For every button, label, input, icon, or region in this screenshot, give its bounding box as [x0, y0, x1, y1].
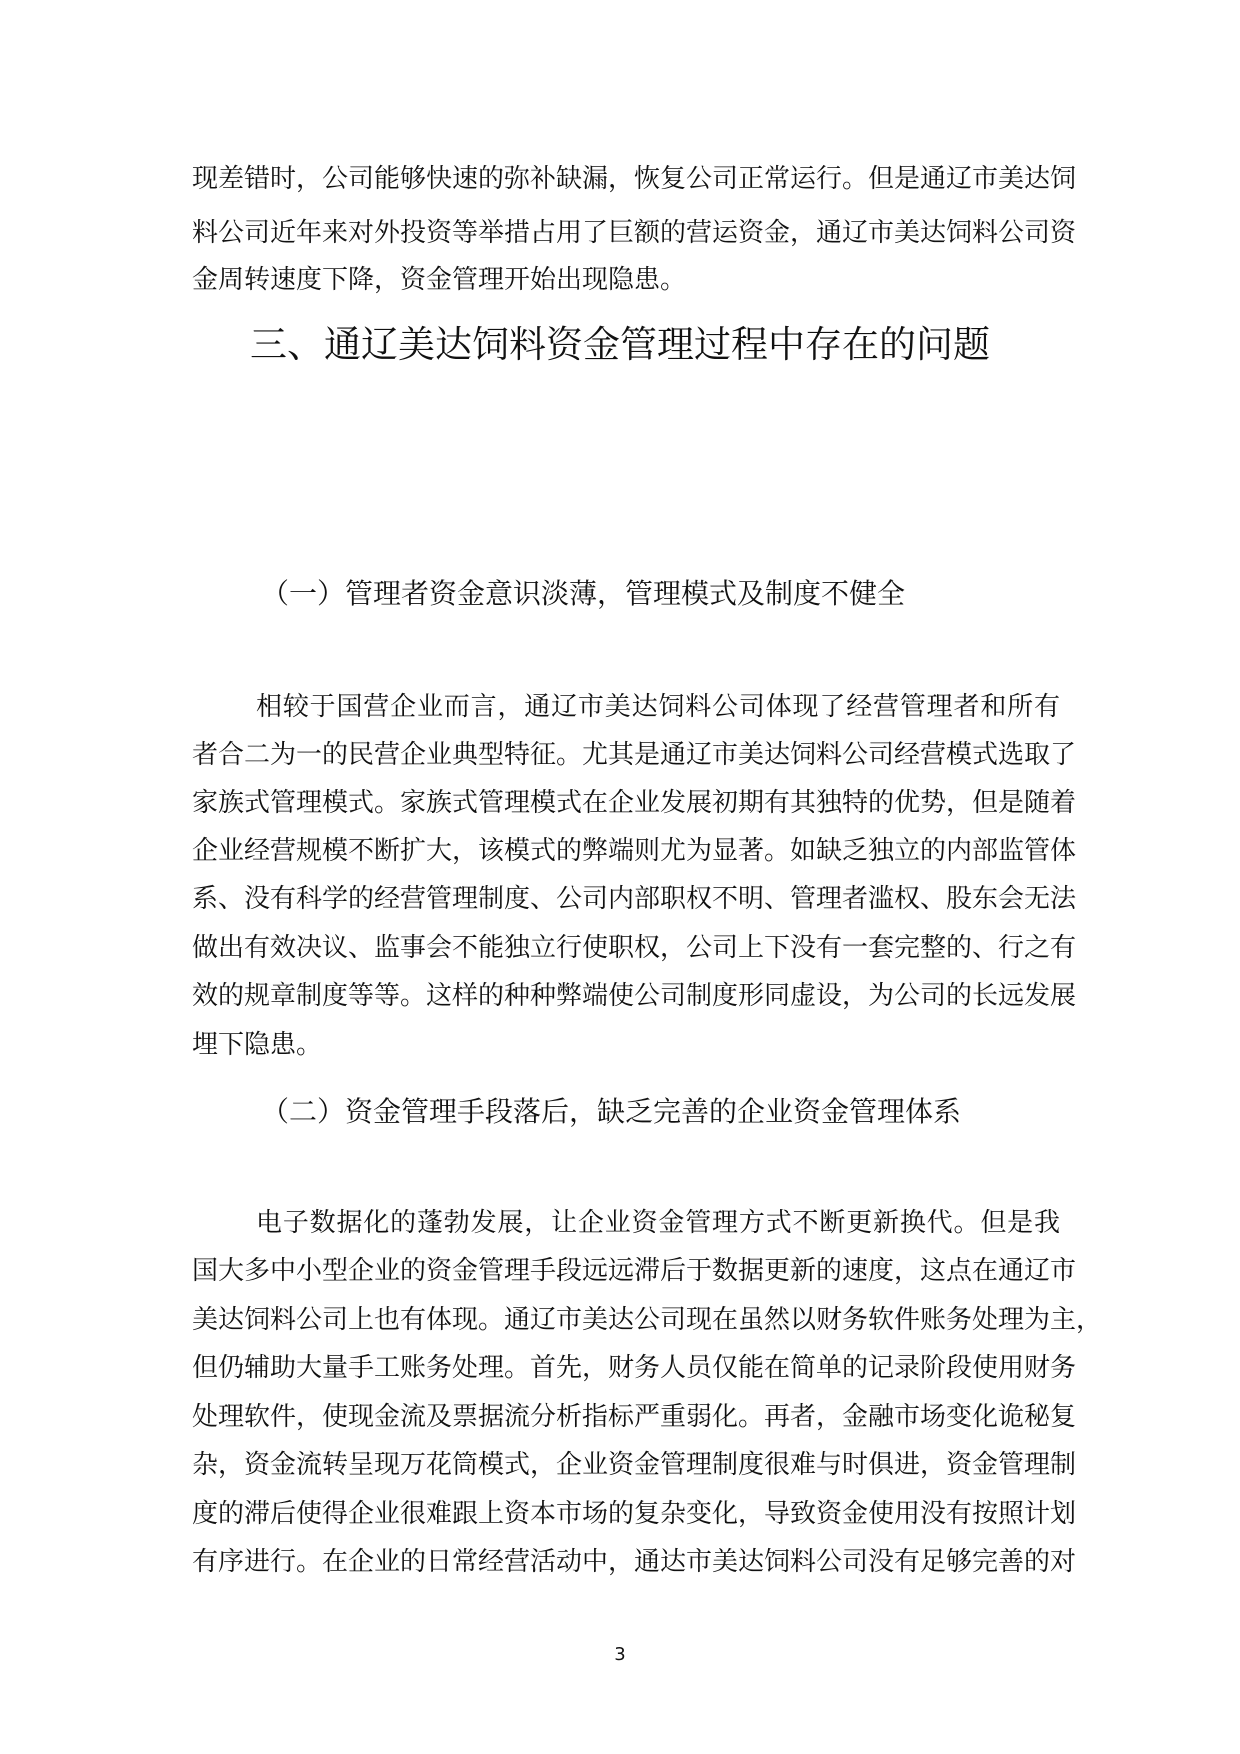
body-text-line: 相较于国营企业而言，通辽市美达饲料公司体现了经营管理者和所有	[256, 692, 1060, 722]
body-text-line: 者合二为一的民营企业典型特征。尤其是通辽市美达饲料公司经营模式选取了	[192, 740, 1077, 770]
body-text-line: 处理软件，使现金流及票据流分析指标严重弱化。再者，金融市场变化诡秘复	[192, 1402, 1077, 1432]
body-text-line: 度的滞后使得企业很难跟上资本市场的复杂变化，导致资金使用没有按照计划	[192, 1499, 1077, 1529]
body-text-line: 电子数据化的蓬勃发展，让企业资金管理方式不断更新换代。但是我	[256, 1208, 1060, 1238]
body-text-line: 现差错时，公司能够快速的弥补缺漏，恢复公司正常运行。但是通辽市美达饲	[192, 164, 1077, 194]
page-number: 3	[614, 1644, 626, 1665]
body-text-line: 杂，资金流转呈现万花筒模式，企业资金管理制度很难与时俱进，资金管理制	[192, 1450, 1077, 1480]
subsection-title: （一）管理者资金意识淡薄，管理模式及制度不健全	[261, 577, 906, 610]
body-text-line: 料公司近年来对外投资等举措占用了巨额的营运资金，通辽市美达饲料公司资	[192, 218, 1077, 248]
section-title: 三、通辽美达饲料资金管理过程中存在的问题	[250, 323, 990, 366]
body-text-line: 做出有效决议、监事会不能独立行使职权，公司上下没有一套完整的、行之有	[192, 933, 1077, 963]
body-text-line: 系、没有科学的经营管理制度、公司内部职权不明、管理者滥权、股东会无法	[192, 884, 1077, 914]
body-text-line: 企业经营规模不断扩大，该模式的弊端则尤为显著。如缺乏独立的内部监管体	[192, 836, 1077, 866]
body-text-line: 家族式管理模式。家族式管理模式在企业发展初期有其独特的优势，但是随着	[192, 788, 1077, 818]
body-text-line: 但仍辅助大量手工账务处理。首先，财务人员仅能在简单的记录阶段使用财务	[192, 1353, 1077, 1383]
body-text-line: 金周转速度下降，资金管理开始出现隐患。	[192, 265, 687, 295]
body-text-line: 美达饲料公司上也有体现。通辽市美达公司现在虽然以财务软件账务处理为主，	[192, 1305, 1103, 1335]
subsection-title: （二）资金管理手段落后，缺乏完善的企业资金管理体系	[261, 1095, 962, 1128]
body-text-line: 有序进行。在企业的日常经营活动中，通达市美达饲料公司没有足够完善的对	[192, 1547, 1077, 1577]
body-text-line: 国大多中小型企业的资金管理手段远远滞后于数据更新的速度，这点在通辽市	[192, 1256, 1077, 1286]
body-text-line: 效的规章制度等等。这样的种种弊端使公司制度形同虚设，为公司的长远发展	[192, 981, 1077, 1011]
body-text-line: 埋下隐患。	[192, 1030, 323, 1060]
